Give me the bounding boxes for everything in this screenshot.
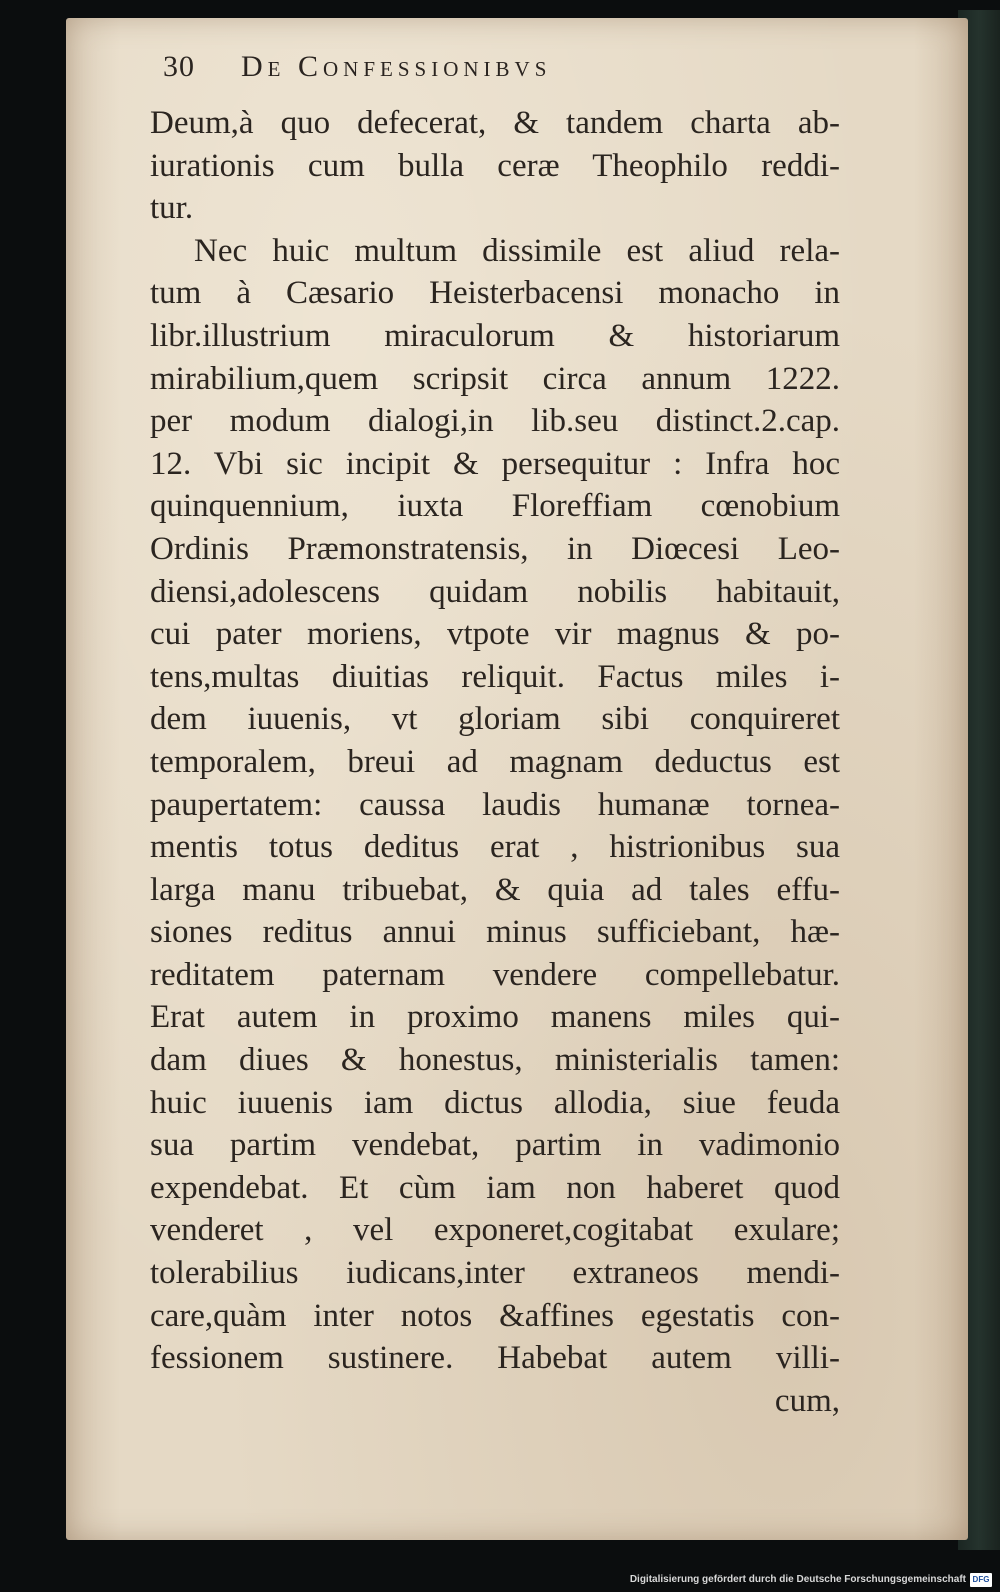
text-line: iurationis cum bulla ceræ Theophilo reddi- [150,147,840,184]
text-line: per modum dialogi,in lib.seu distinct.2.cap. [150,403,840,440]
text-line: tum à Cæsario Heisterbacensi monacho in [150,275,840,312]
text-line: reditatem paternam vendere compellebatur. [150,956,840,993]
catchword: cum, [774,1382,840,1419]
text-line: Deum,à quo defecerat, & tandem charta ab- [150,105,840,141]
text-line: mentis totus deditus erat , histrionibus sua [150,829,840,866]
text-line: Erat autem in proximo manens miles qui- [150,999,840,1036]
text-line: siones reditus annui minus sufficiebant, hæ- [150,914,840,951]
running-title: De Confessionibvs [241,50,552,83]
text-line: venderet , vel exponeret,cogitabat exulare; [150,1212,840,1249]
dfg-logo-icon: DFG [970,1573,992,1587]
text-line: Nec huic multum dissimile est aliud rela- [194,232,840,269]
text-line: dem iuuenis, vt gloriam sibi conquireret [150,701,840,738]
footer-bar [0,1564,1000,1592]
text-line: tens,multas diuitias reliquit. Factus miles i- [150,658,840,695]
page-header [163,50,803,84]
text-line: larga manu tribuebat, & quia ad tales effu- [150,871,840,908]
text-line: care,quàm inter notos &affines egestatis con- [150,1297,840,1334]
text-line: expendebat. Et cùm iam non haberet quod [150,1169,840,1206]
funding-credit: Digitalisierung gefördert durch die Deutsche Forschungsgemeinschaft [629,1574,966,1585]
text-line: fessionem sustinere. Habebat autem villi- [150,1340,840,1377]
text-line: temporalem, breui ad magnam deductus est [150,743,840,780]
body-text [150,102,840,1422]
text-line: paupertatem: caussa laudis humanæ tornea- [150,786,840,823]
text-line: tur. [150,190,194,227]
text-line: sua partim vendebat, partim in vadimonio [150,1127,840,1164]
text-line: huic iuuenis iam dictus allodia, siue feuda [150,1084,840,1121]
text-line: quinquennium, iuxta Floreffiam cœnobium [150,488,840,525]
text-line: Ordinis Præmonstratensis, in Diœcesi Leo- [150,530,840,567]
text-line: libr.illustrium miraculorum & historiarum [150,317,840,354]
page-number: 30 [163,50,195,83]
text-line: 12. Vbi sic incipit & persequitur : Infra hoc [150,445,840,482]
text-line: diensi,adolescens quidam nobilis habitauit, [150,573,840,610]
text-line: mirabilium,quem scripsit circa annum 1222. [150,360,840,397]
text-line: cui pater moriens, vtpote vir magnus & po- [150,616,840,653]
text-line: dam diues & honestus, ministerialis tamen: [150,1042,840,1079]
text-line: tolerabilius iudicans,inter extraneos mendi- [150,1255,840,1292]
